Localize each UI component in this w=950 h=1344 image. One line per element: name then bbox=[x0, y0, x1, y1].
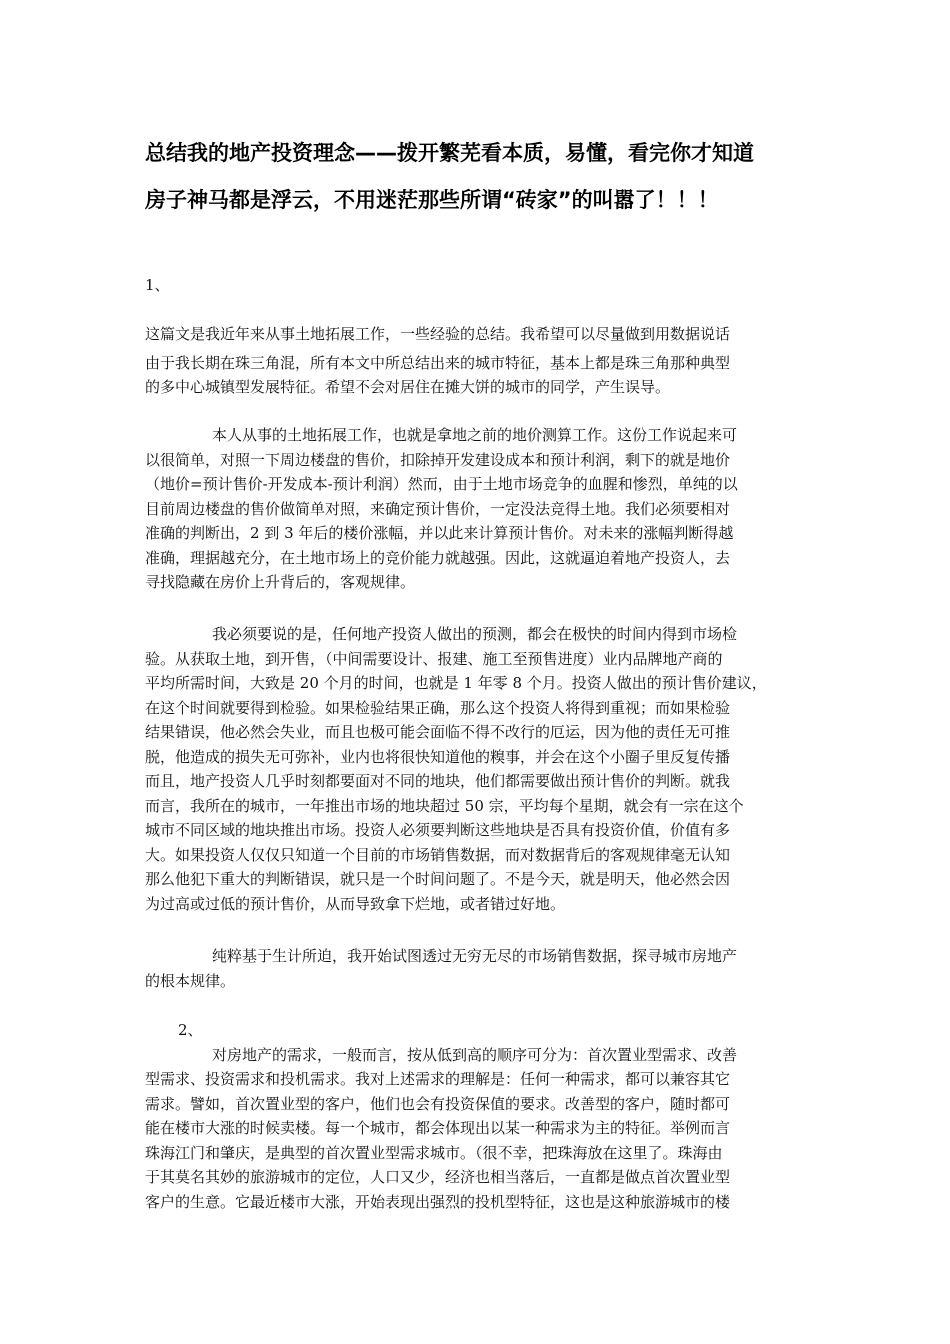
paragraph-3-line: 平均所需时间，大致是 20 个月的时间，也就是 1 年零 8 个月。投资人做出的预计售价建议， bbox=[145, 674, 767, 692]
paragraph-5-line: 能在楼市大涨的时候卖楼。每一个城市，都会体现出以某一种需求为主的特征。举例而言 bbox=[145, 1119, 731, 1137]
section-number-2: 2、 bbox=[178, 1021, 203, 1039]
paragraph-5-line: 型需求、投资需求和投机需求。我对上述需求的理解是：任何一种需求，都可以兼容其它 bbox=[145, 1070, 731, 1088]
title-line-1: 总结我的地产投资理念——拨开繁芜看本质，易懂，看完你才知道 bbox=[145, 141, 754, 165]
paragraph-2-line: 准确的判断出，2 到 3 年后的楼价涨幅，并以此来计算预计售价。对未来的涨幅判断得越 bbox=[145, 524, 734, 542]
paragraph-3-line: 而言，我所在的城市，一年推出市场的地块超过 50 宗，平均每个星期，就会有一宗在这个 bbox=[145, 797, 744, 815]
paragraph-5-line: 需求。譬如，首次置业型的客户，他们也会有投资保值的要求。改善型的客户，随时都可 bbox=[145, 1095, 731, 1113]
paragraph-3-line: 而且，地产投资人几乎时刻都要面对不同的地块，他们都需要做出预计售价的判断。就我 bbox=[145, 772, 731, 790]
paragraph-3-line: 大。如果投资人仅仅只知道一个目前的市场销售数据，而对数据背后的客观规律毫无认知 bbox=[145, 846, 731, 864]
paragraph-1-line: 这篇文是我近年来从事土地拓展工作，一些经验的总结。我希望可以尽量做到用数据说话 bbox=[145, 325, 731, 343]
paragraph-2-line: 准确，理据越充分，在土地市场上的竞价能力就越强。因此，这就逼迫着地产投资人，去 bbox=[145, 549, 731, 567]
paragraph-1-line: 由于我长期在珠三角混，所有本文中所总结出来的城市特征，基本上都是珠三角那种典型 bbox=[145, 354, 731, 372]
paragraph-4-line: 的根本规律。 bbox=[145, 972, 236, 990]
title-line-2: 房子神马都是浮云，不用迷茫那些所谓“砖家”的叫嚣了！！！ bbox=[145, 188, 719, 212]
paragraph-2-line: 寻找隐藏在房价上升背后的，客观规律。 bbox=[145, 573, 416, 591]
paragraph-3-line: 在这个时间就要得到检验。如果检验结果正确，那么这个投资人将得到重视；而如果检验 bbox=[145, 699, 731, 717]
paragraph-4-line: 纯粹基于生计所迫，我开始试图透过无穷无尽的市场销售数据，探寻城市房地产 bbox=[212, 947, 738, 965]
paragraph-3-line: 脱，他造成的损失无可弥补，业内也将很快知道他的糗事，并会在这个小圈子里反复传播 bbox=[145, 748, 731, 766]
paragraph-2-line: （地价=预计售价-开发成本-预计利润）然而，由于土地市场竞争的血腥和惨烈，单纯的以 bbox=[145, 475, 738, 493]
paragraph-3-line: 验。从获取土地，到开售，（中间需要设计、报建、施工至预售进度）业内品牌地产商的 bbox=[145, 650, 723, 668]
paragraph-3-line: 结果错误，他必然会失业，而且也极可能会面临不得不改行的厄运，因为他的责任无可推 bbox=[145, 723, 731, 741]
paragraph-2-line: 以很简单，对照一下周边楼盘的售价，扣除掉开发建设成本和预计利润，剩下的就是地价 bbox=[145, 451, 731, 469]
paragraph-5-line: 珠海江门和肇庆，是典型的首次置业型需求城市。（很不幸，把珠海放在这里了。珠海由 bbox=[145, 1144, 723, 1162]
section-number-1: 1、 bbox=[145, 276, 170, 294]
paragraph-2-line: 目前周边楼盘的售价做简单对照，来确定预计售价，一定没法竞得土地。我们必须要相对 bbox=[145, 500, 731, 518]
paragraph-3-line: 那么他犯下重大的判断错误，就只是一个时间问题了。不是今天，就是明天，他必然会因 bbox=[145, 870, 731, 888]
paragraph-5-line: 客户的生意。它最近楼市大涨，开始表现出强烈的投机型特征，这也是这种旅游城市的楼 bbox=[145, 1193, 731, 1211]
paragraph-5-line: 对房地产的需求，一般而言，按从低到高的顺序可分为：首次置业型需求、改善 bbox=[212, 1046, 738, 1064]
paragraph-2-line: 本人从事的土地拓展工作，也就是拿地之前的地价测算工作。这份工作说起来可 bbox=[212, 426, 738, 444]
paragraph-3-line: 为过高或过低的预计售价，从而导致拿下烂地，或者错过好地。 bbox=[145, 895, 566, 913]
paragraph-3-line: 我必须要说的是，任何地产投资人做出的预测，都会在极快的时间内得到市场检 bbox=[212, 625, 738, 643]
paragraph-5-line: 于其莫名其妙的旅游城市的定位，人口又少，经济也相当落后，一直都是做点首次置业型 bbox=[145, 1168, 731, 1186]
paragraph-3-line: 城市不同区域的地块推出市场。投资人必须要判断这些地块是否具有投资价值，价值有多 bbox=[145, 821, 731, 839]
paragraph-1-line: 的多中心城镇型发展特征。希望不会对居住在摊大饼的城市的同学，产生误导。 bbox=[145, 378, 671, 396]
